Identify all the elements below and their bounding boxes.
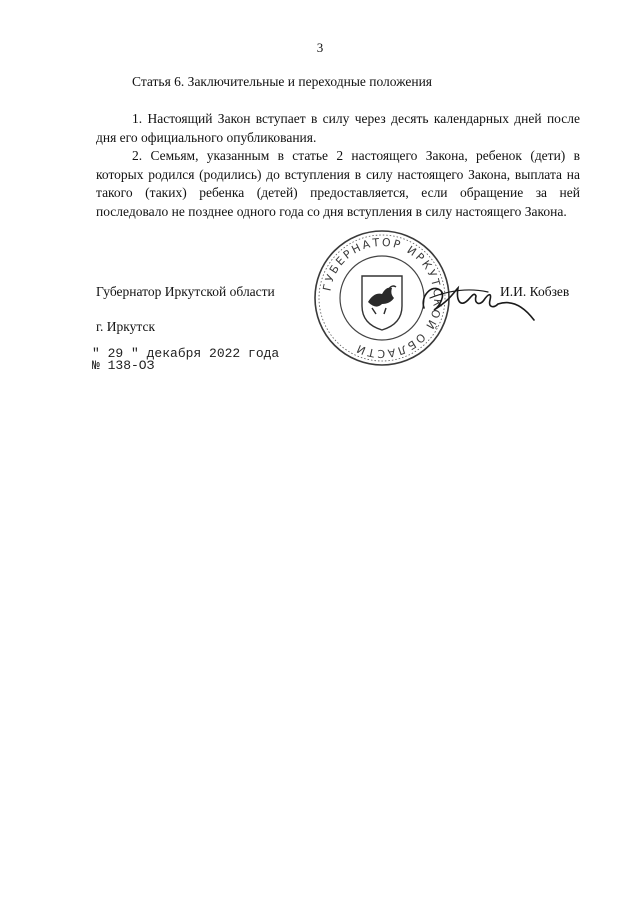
- document-date: " 29 " декабря 2022 года: [92, 346, 280, 361]
- signatory-title: Губернатор Иркутской области: [96, 284, 275, 299]
- signatory-name: И.И. Кобзев: [500, 284, 570, 299]
- svg-text:ГУБЕРНАТОР ИРКУТСКОЙ ОБЛАСТИ: ГУБЕРНАТОР ИРКУТСКОЙ ОБЛАСТИ: [320, 235, 445, 361]
- paragraph-2: 2. Семьям, указанным в статье 2 настоящего Закона, ребенок (дети) в которых родился (родились) до вступления в силу настоящего Закона, выплата на такого (таких) ребенка (детей) предоставляется, если обращение за ней последовало не позднее одного года со дня вступления в силу настоящего Закона.: [96, 148, 580, 219]
- page-number: 3: [316, 40, 324, 55]
- city-name: г. Иркутск: [96, 319, 155, 334]
- document-number: № 138-ОЗ: [92, 358, 155, 373]
- paragraph-1: 1. Настоящий Закон вступает в силу через десять календарных дней после дня его официального опубликования.: [96, 111, 580, 145]
- handwritten-signature: [410, 270, 540, 330]
- article-title: Статья 6. Заключительные и переходные положения: [132, 74, 433, 89]
